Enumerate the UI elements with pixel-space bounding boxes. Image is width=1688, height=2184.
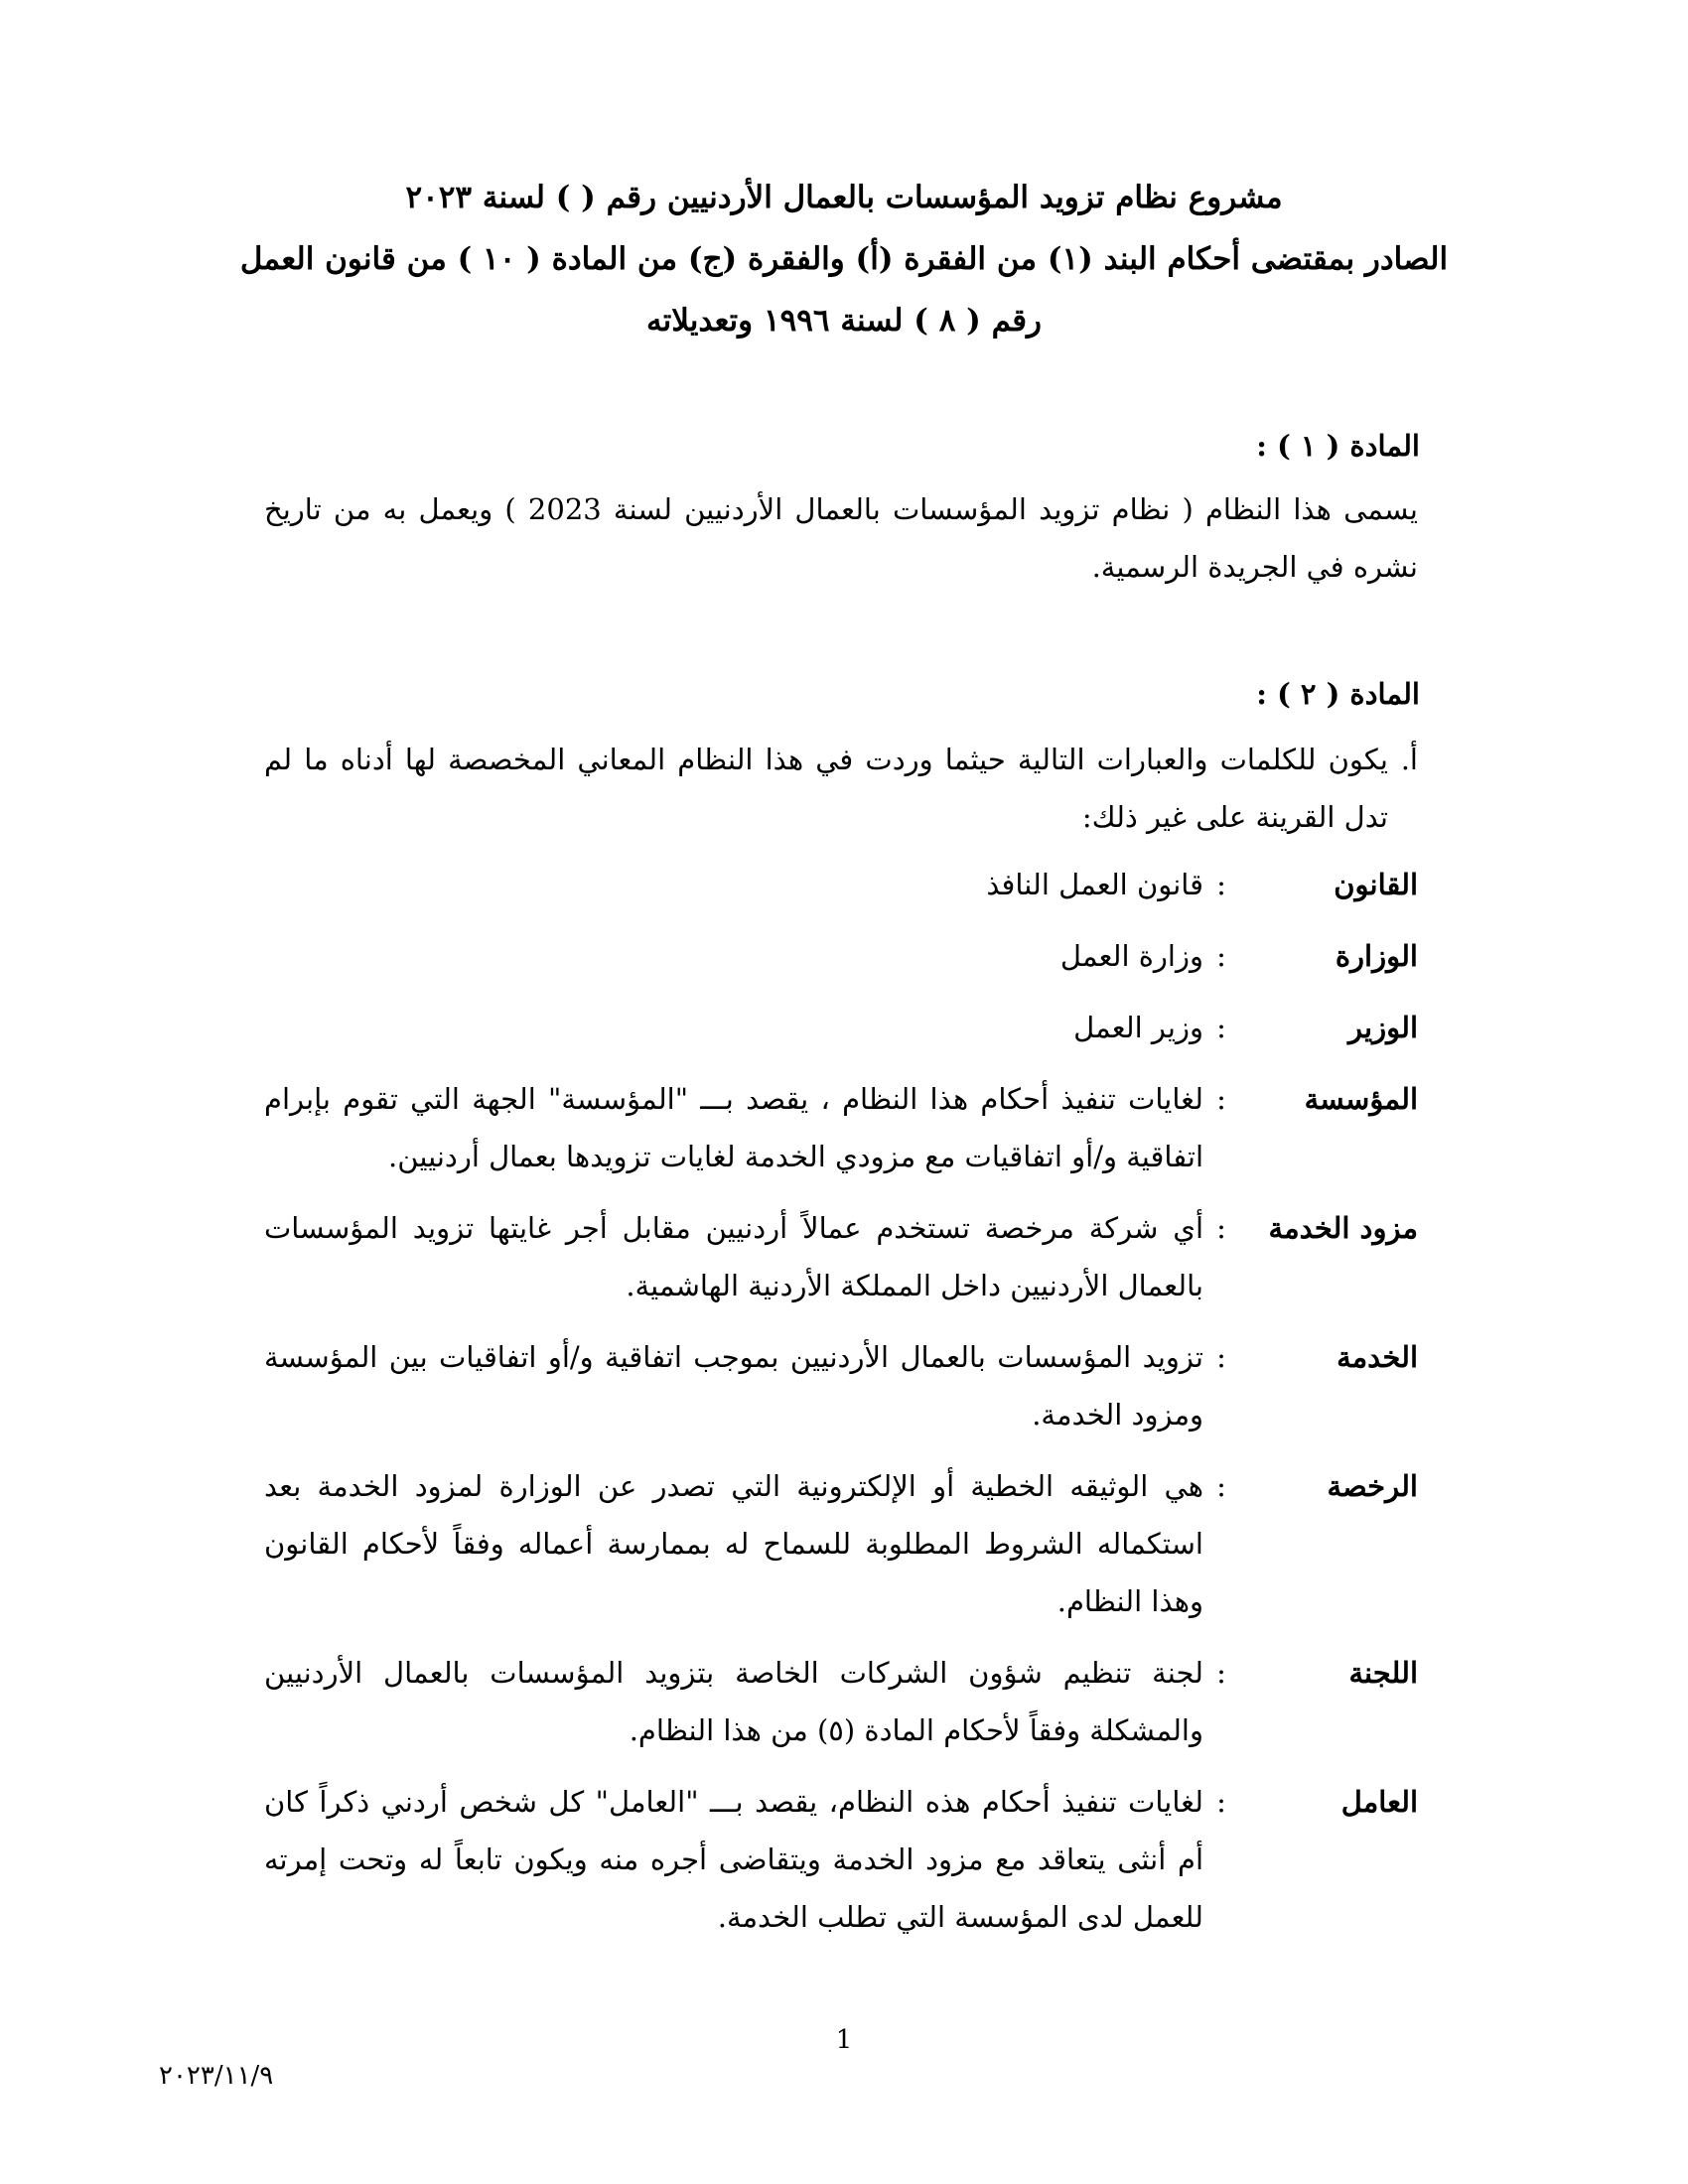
definition-colon: :	[1216, 1082, 1226, 1116]
definition-text: وزير العمل	[1073, 1011, 1203, 1044]
definition-term: الوزير	[1348, 1011, 1418, 1044]
title-line-3: رقم ( ٨ ) لسنة ١٩٩٦ وتعديلاته	[645, 303, 1043, 339]
definition-row	[264, 1328, 1418, 1443]
definition-term: مزود الخدمة	[1268, 1211, 1418, 1245]
title-line-1: مشروع نظام تزويد المؤسسات بالعمال الأردنيين رقم ( ) لسنة ٢٠٢٣	[405, 180, 1283, 215]
definitions-list	[264, 856, 1418, 1960]
definition-row	[264, 856, 1418, 913]
definition-text: هي الوثيقه الخطية أو الإلكترونية التي تصدر عن الوزارة لمزود الخدمة بعد استكماله الشروط المطلوبة للسماح له بممارسة أعماله وفقاً لأحكام القانون وهذا النظام.	[264, 1469, 1203, 1618]
definition-colon: :	[1216, 1469, 1226, 1503]
article-2-item-a	[264, 731, 1418, 846]
definition-term: الرخصة	[1327, 1469, 1418, 1503]
definition-term: اللجنة	[1348, 1656, 1418, 1690]
page-number: 1	[835, 2025, 853, 2055]
definition-text: لغايات تنفيذ أحكام هذا النظام ، يقصد بـــ "المؤسسة" الجهة التي تقوم بإبرام اتفاقية و/أو اتفاقيات مع مزودي الخدمة لغايات تزويدها بعمال أردنيين.	[264, 1082, 1203, 1173]
document-title	[228, 167, 1460, 351]
document-date: ٢٠٢٣/١١/٩	[159, 2061, 274, 2091]
article-1-text: يسمى هذا النظام ( نظام تزويد المؤسسات بالعمال الأردنيين لسنة 2023 ) ويعمل به من تاريخ نشره في الجريدة الرسمية.	[264, 492, 1419, 584]
definition-row	[264, 927, 1418, 985]
item-a-marker: أ.	[1400, 743, 1418, 776]
definition-row	[264, 1773, 1418, 1946]
definition-row	[264, 999, 1418, 1056]
definition-colon: :	[1216, 1011, 1226, 1044]
definition-row	[264, 1457, 1418, 1630]
definition-colon: :	[1216, 1340, 1226, 1374]
definition-text: أي شركة مرخصة تستخدم عمالاً أردنيين مقابل أجر غايتها تزويد المؤسسات بالعمال الأردنيين داخل المملكة الأردنية الهاشمية.	[264, 1211, 1203, 1302]
definition-colon: :	[1216, 1656, 1226, 1690]
definition-colon: :	[1216, 1211, 1226, 1245]
definition-row	[264, 1070, 1418, 1185]
definition-text: لغايات تنفيذ أحكام هذه النظام، يقصد بـــ "العامل" كل شخص أردني ذكراً كان أم أنثى يتعاقد مع مزود الخدمة ويتقاضى أجره منه ويكون تابعاً له وتحت إمرته للعمل لدى المؤسسة التي تطلب الخدمة.	[264, 1785, 1203, 1934]
definition-text: قانون العمل النافذ	[986, 868, 1203, 901]
definition-term: العامل	[1340, 1785, 1418, 1819]
item-a-text: يكون للكلمات والعبارات التالية حيثما وردت في هذا النظام المعاني المخصصة لها أدناه ما لم تدل القرينة على غير ذلك:	[264, 743, 1388, 834]
definition-row	[264, 1199, 1418, 1314]
definition-colon: :	[1216, 1785, 1226, 1819]
definition-text: لجنة تنظيم شؤون الشركات الخاصة بتزويد المؤسسات بالعمال الأردنيين والمشكلة وفقاً لأحكام المادة (٥) من هذا النظام.	[264, 1656, 1203, 1747]
definition-term: القانون	[1334, 868, 1418, 901]
definition-colon: :	[1216, 939, 1226, 973]
definition-text: وزارة العمل	[1059, 939, 1203, 973]
definition-term: الخدمة	[1336, 1340, 1418, 1374]
article-1-heading: المادة ( ١ ) :	[1256, 429, 1420, 463]
definition-text: تزويد المؤسسات بالعمال الأردنيين بموجب اتفاقية و/أو اتفاقيات بين المؤسسة ومزود الخدمة.	[264, 1340, 1203, 1432]
definition-row	[264, 1644, 1418, 1759]
definition-term: الوزارة	[1335, 939, 1418, 973]
definition-term: المؤسسة	[1304, 1082, 1418, 1116]
definition-colon: :	[1216, 868, 1226, 901]
article-2-heading: المادة ( ٢ ) :	[1256, 677, 1420, 711]
title-line-2: الصادر بمقتضى أحكام البند (١) من الفقرة (أ) والفقرة (ج) من المادة ( ١٠ ) من قانون العمل	[239, 241, 1449, 277]
